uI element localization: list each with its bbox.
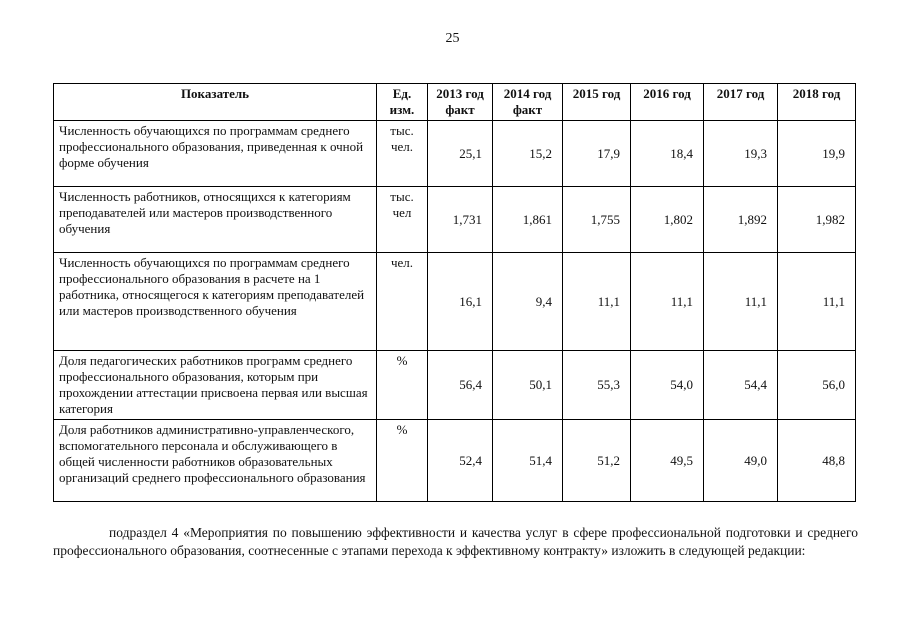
value-2016: 18,4 xyxy=(631,121,704,187)
value-2015: 51,2 xyxy=(563,420,631,502)
table-row xyxy=(54,420,856,502)
unit-cell: тыс. чел. xyxy=(377,121,428,187)
value-2017: 1,892 xyxy=(704,187,778,253)
header-2017: 2017 год xyxy=(704,84,778,121)
unit-cell: чел. xyxy=(377,253,428,351)
header-2014: 2014 год факт xyxy=(493,84,563,121)
indicators-table xyxy=(53,83,856,502)
table-row xyxy=(54,253,856,351)
value-2018: 48,8 xyxy=(778,420,856,502)
header-2013: 2013 год факт xyxy=(428,84,493,121)
indicator-cell: Доля педагогических работников программ среднего профессионального образования, которым при прохождении аттестации присвоена первая или высшая категория xyxy=(54,351,377,420)
body-paragraph: подраздел 4 «Мероприятия по повышению эффективности и качества услуг в сфере профессиональной подготовки и среднего профессионального образования, соотнесенные с этапами перехода к эффективному контракту» изложить в следующей редакции: xyxy=(53,524,858,558)
indicator-cell: Численность обучающихся по программам среднего профессионального образования, приведенная к очной форме обучения xyxy=(54,121,377,187)
value-2018: 19,9 xyxy=(778,121,856,187)
page-number: 25 xyxy=(445,31,460,46)
value-2014: 50,1 xyxy=(493,351,563,420)
value-2018: 1,982 xyxy=(778,187,856,253)
table-row xyxy=(54,121,856,187)
value-2017: 19,3 xyxy=(704,121,778,187)
indicator-cell: Численность работников, относящихся к категориям преподавателей или мастеров производственного обучения xyxy=(54,187,377,253)
table-row xyxy=(54,351,856,420)
value-2013: 16,1 xyxy=(428,253,493,351)
indicator-cell: Численность обучающихся по программам среднего профессионального образования в расчете на 1 работника, относящегося к категориям преподавателей или мастеров производственного обучения xyxy=(54,253,377,351)
value-2014: 51,4 xyxy=(493,420,563,502)
table-row xyxy=(54,187,856,253)
indicator-cell: Доля работников административно-управленческого, вспомогательного персонала и обслуживающего в общей численности работников образовательных организаций среднего профессионального образования xyxy=(54,420,377,502)
value-2016: 11,1 xyxy=(631,253,704,351)
value-2014: 1,861 xyxy=(493,187,563,253)
value-2017: 11,1 xyxy=(704,253,778,351)
value-2015: 17,9 xyxy=(563,121,631,187)
value-2015: 1,755 xyxy=(563,187,631,253)
value-2017: 49,0 xyxy=(704,420,778,502)
header-2016: 2016 год xyxy=(631,84,704,121)
unit-cell: % xyxy=(377,420,428,502)
value-2014: 15,2 xyxy=(493,121,563,187)
value-2013: 56,4 xyxy=(428,351,493,420)
unit-cell: % xyxy=(377,351,428,420)
header-2018: 2018 год xyxy=(778,84,856,121)
value-2016: 49,5 xyxy=(631,420,704,502)
value-2016: 54,0 xyxy=(631,351,704,420)
value-2018: 56,0 xyxy=(778,351,856,420)
value-2015: 55,3 xyxy=(563,351,631,420)
value-2013: 1,731 xyxy=(428,187,493,253)
value-2017: 54,4 xyxy=(704,351,778,420)
value-2013: 52,4 xyxy=(428,420,493,502)
value-2018: 11,1 xyxy=(778,253,856,351)
unit-cell: тыс. чел xyxy=(377,187,428,253)
value-2015: 11,1 xyxy=(563,253,631,351)
header-2015: 2015 год xyxy=(563,84,631,121)
value-2014: 9,4 xyxy=(493,253,563,351)
value-2016: 1,802 xyxy=(631,187,704,253)
header-unit: Ед. изм. xyxy=(377,84,428,121)
value-2013: 25,1 xyxy=(428,121,493,187)
header-indicator: Показатель xyxy=(54,84,377,121)
